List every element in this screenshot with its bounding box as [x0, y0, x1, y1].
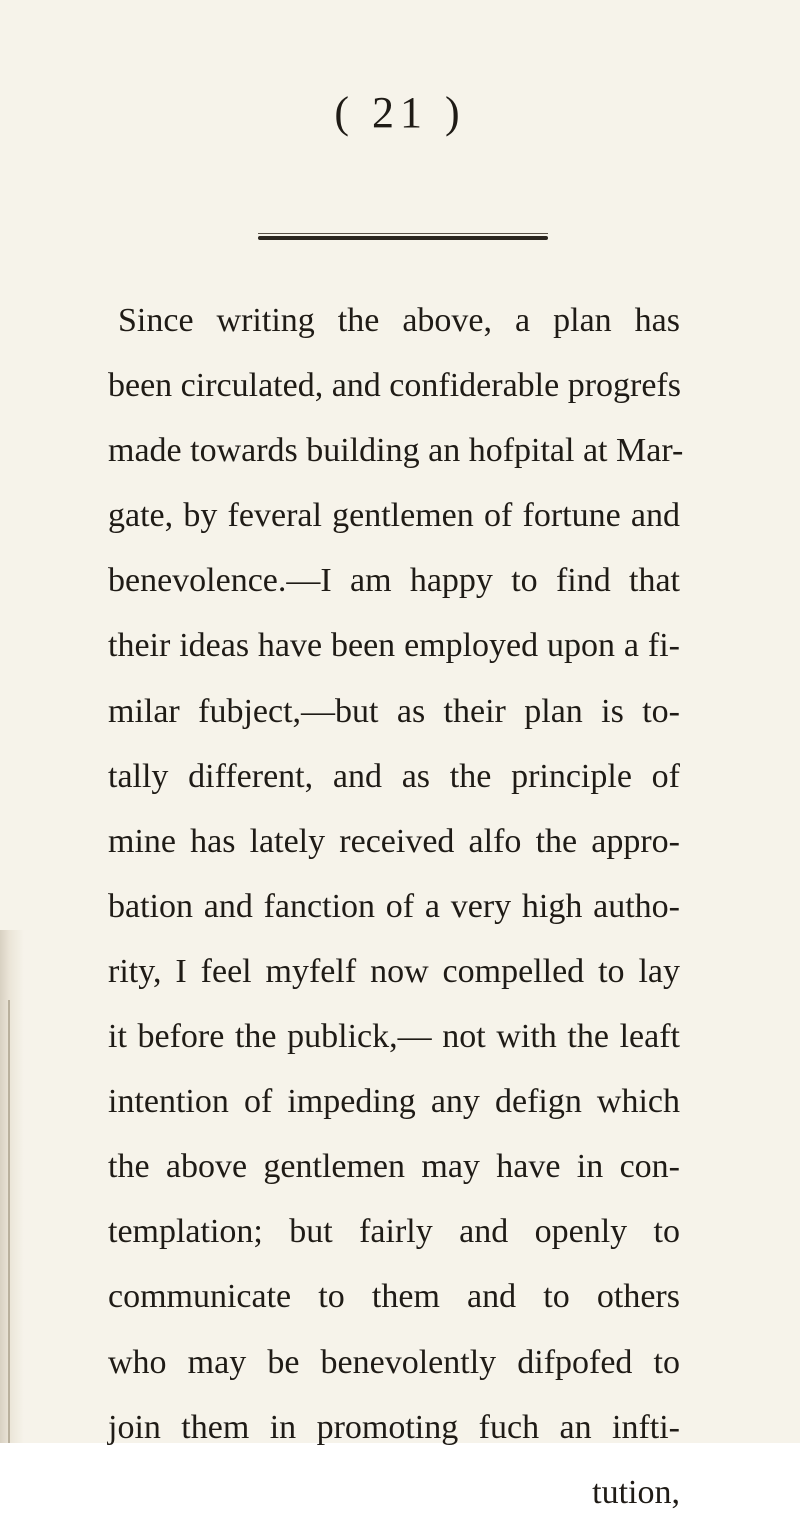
page-edge-shadow — [0, 930, 24, 1443]
header-rule-thin — [258, 233, 548, 234]
text-line: their ideas have been employed upon a fi- — [108, 627, 680, 665]
text-line: made towards building an hofpital at Mar- — [108, 432, 684, 470]
header-rule — [258, 236, 548, 240]
text-line: mine has lately received alfo the appro- — [108, 822, 680, 860]
text-line: milar fubject,—but as their plan is to- — [108, 692, 680, 730]
text-line: intention of impeding any defign which — [108, 1083, 680, 1121]
text-line: communicate to them and to others — [108, 1278, 680, 1316]
text-line: join them in promoting fuch an infti- — [108, 1408, 680, 1446]
text-line: it before the publick,— not with the leaft — [108, 1018, 680, 1056]
text-line: tally different, and as the principle of — [108, 757, 680, 795]
text-line: been circulated, and confiderable progrefs — [108, 367, 681, 405]
body-text — [108, 288, 684, 1525]
text-line: benevolence.—I am happy to find that — [108, 562, 680, 600]
page-edge-line — [8, 1000, 10, 1443]
text-line: Since writing the above, a plan has — [118, 302, 680, 339]
text-line: templation; but fairly and openly to — [108, 1213, 680, 1251]
text-line: the above gentlemen may have in con- — [108, 1148, 680, 1186]
page-number: ( 21 ) — [334, 88, 466, 137]
text-line: rity, I feel myfelf now compelled to lay — [108, 952, 680, 990]
text-line-catchword: tution, — [592, 1473, 680, 1511]
text-line: who may be benevolently difpofed to — [108, 1343, 680, 1381]
text-line: bation and fanction of a very high autho- — [108, 887, 680, 925]
text-line: gate, by feveral gentlemen of fortune and — [108, 497, 680, 535]
